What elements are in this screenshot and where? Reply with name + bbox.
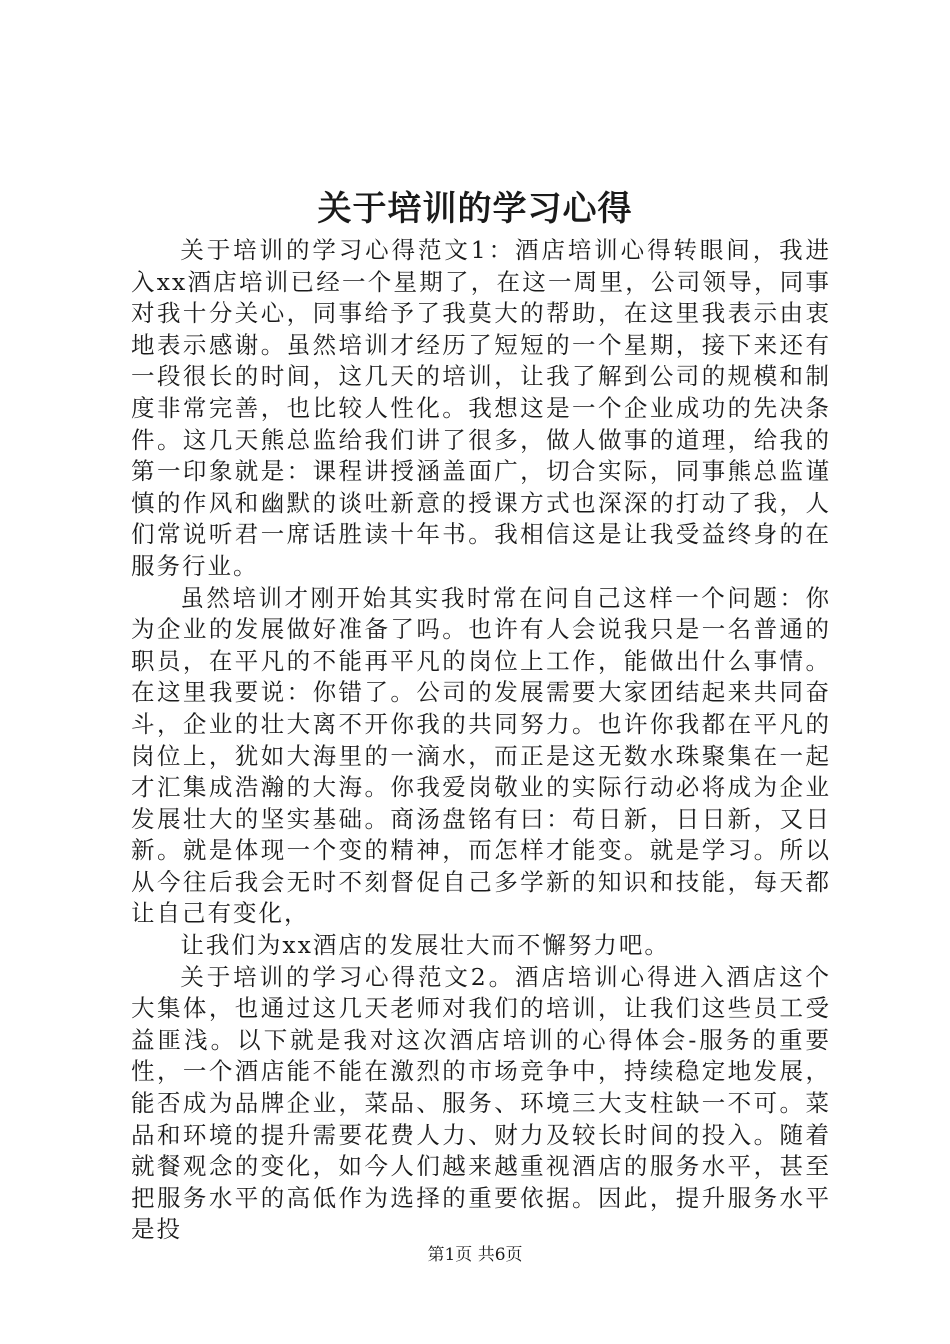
document-body — [131, 235, 831, 1246]
page-number-footer: 第1页 共6页 — [427, 1245, 523, 1265]
paragraph-4: 关于培训的学习心得范文2。酒店培训心得进入酒店这个大集体，也通过这几天老师对我们的培训，让我们这些员工受益匪浅。以下就是我对这次酒店培训的心得体会-服务的重要性，一个酒店能不能在激烈的市场竞争中，持续稳定地发展，能否成为品牌企业，菜品、服务、环境三大支柱缺一不可。菜品和环境的提升需要花费人力、财力及较长时间的投入。随着就餐观念的变化，如今人们越来越重视酒店的服务水平，甚至把服务水平的高低作为选择的重要依据。因此，提升服务水平是投 — [131, 962, 831, 1244]
paragraph-2: 虽然培训才刚开始其实我时常在问自己这样一个问题：你为企业的发展做好准备了吗。也许有人会说我只是一名普通的职员，在平凡的不能再平凡的岗位上工作，能做出什么事情。在这里我要说：你错了。公司的发展需要大家团结起来共同奋斗，企业的壮大离不开你我的共同努力。也许你我都在平凡的岗位上，犹如大海里的一滴水，而正是这无数水珠聚集在一起才汇集成浩瀚的大海。你我爱岗敬业的实际行动必将成为企业发展壮大的坚实基础。商汤盘铭有曰：苟日新，日日新，又日新。就是体现一个变的精神，而怎样才能变。就是学习。所以从今往后我会无时不刻督促自己多学新的知识和技能，每天都让自己有变化， — [131, 583, 831, 928]
paragraph-3: 让我们为xx酒店的发展壮大而不懈努力吧。 — [180, 931, 670, 960]
paragraph-1: 关于培训的学习心得范文1：酒店培训心得转眼间，我进入xx酒店培训已经一个星期了，在这一周里，公司领导，同事对我十分关心，同事给予了我莫大的帮助，在这里我表示由衷地表示感谢。虽然培训才经历了短短的一个星期，接下来还有一段很长的时间，这几天的培训，让我了解到公司的规模和制度非常完善，也比较人性化。我想这是一个企业成功的先决条件。这几天熊总监给我们讲了很多，做人做事的道理，给我的第一印象就是：课程讲授涵盖面广，切合实际，同事熊总监谨慎的作风和幽默的谈吐新意的授课方式也深深的打动了我，人们常说听君一席话胜读十年书。我相信这是让我受益终身的在服务行业。 — [131, 236, 831, 580]
page-title: 关于培训的学习心得 — [317, 189, 633, 229]
